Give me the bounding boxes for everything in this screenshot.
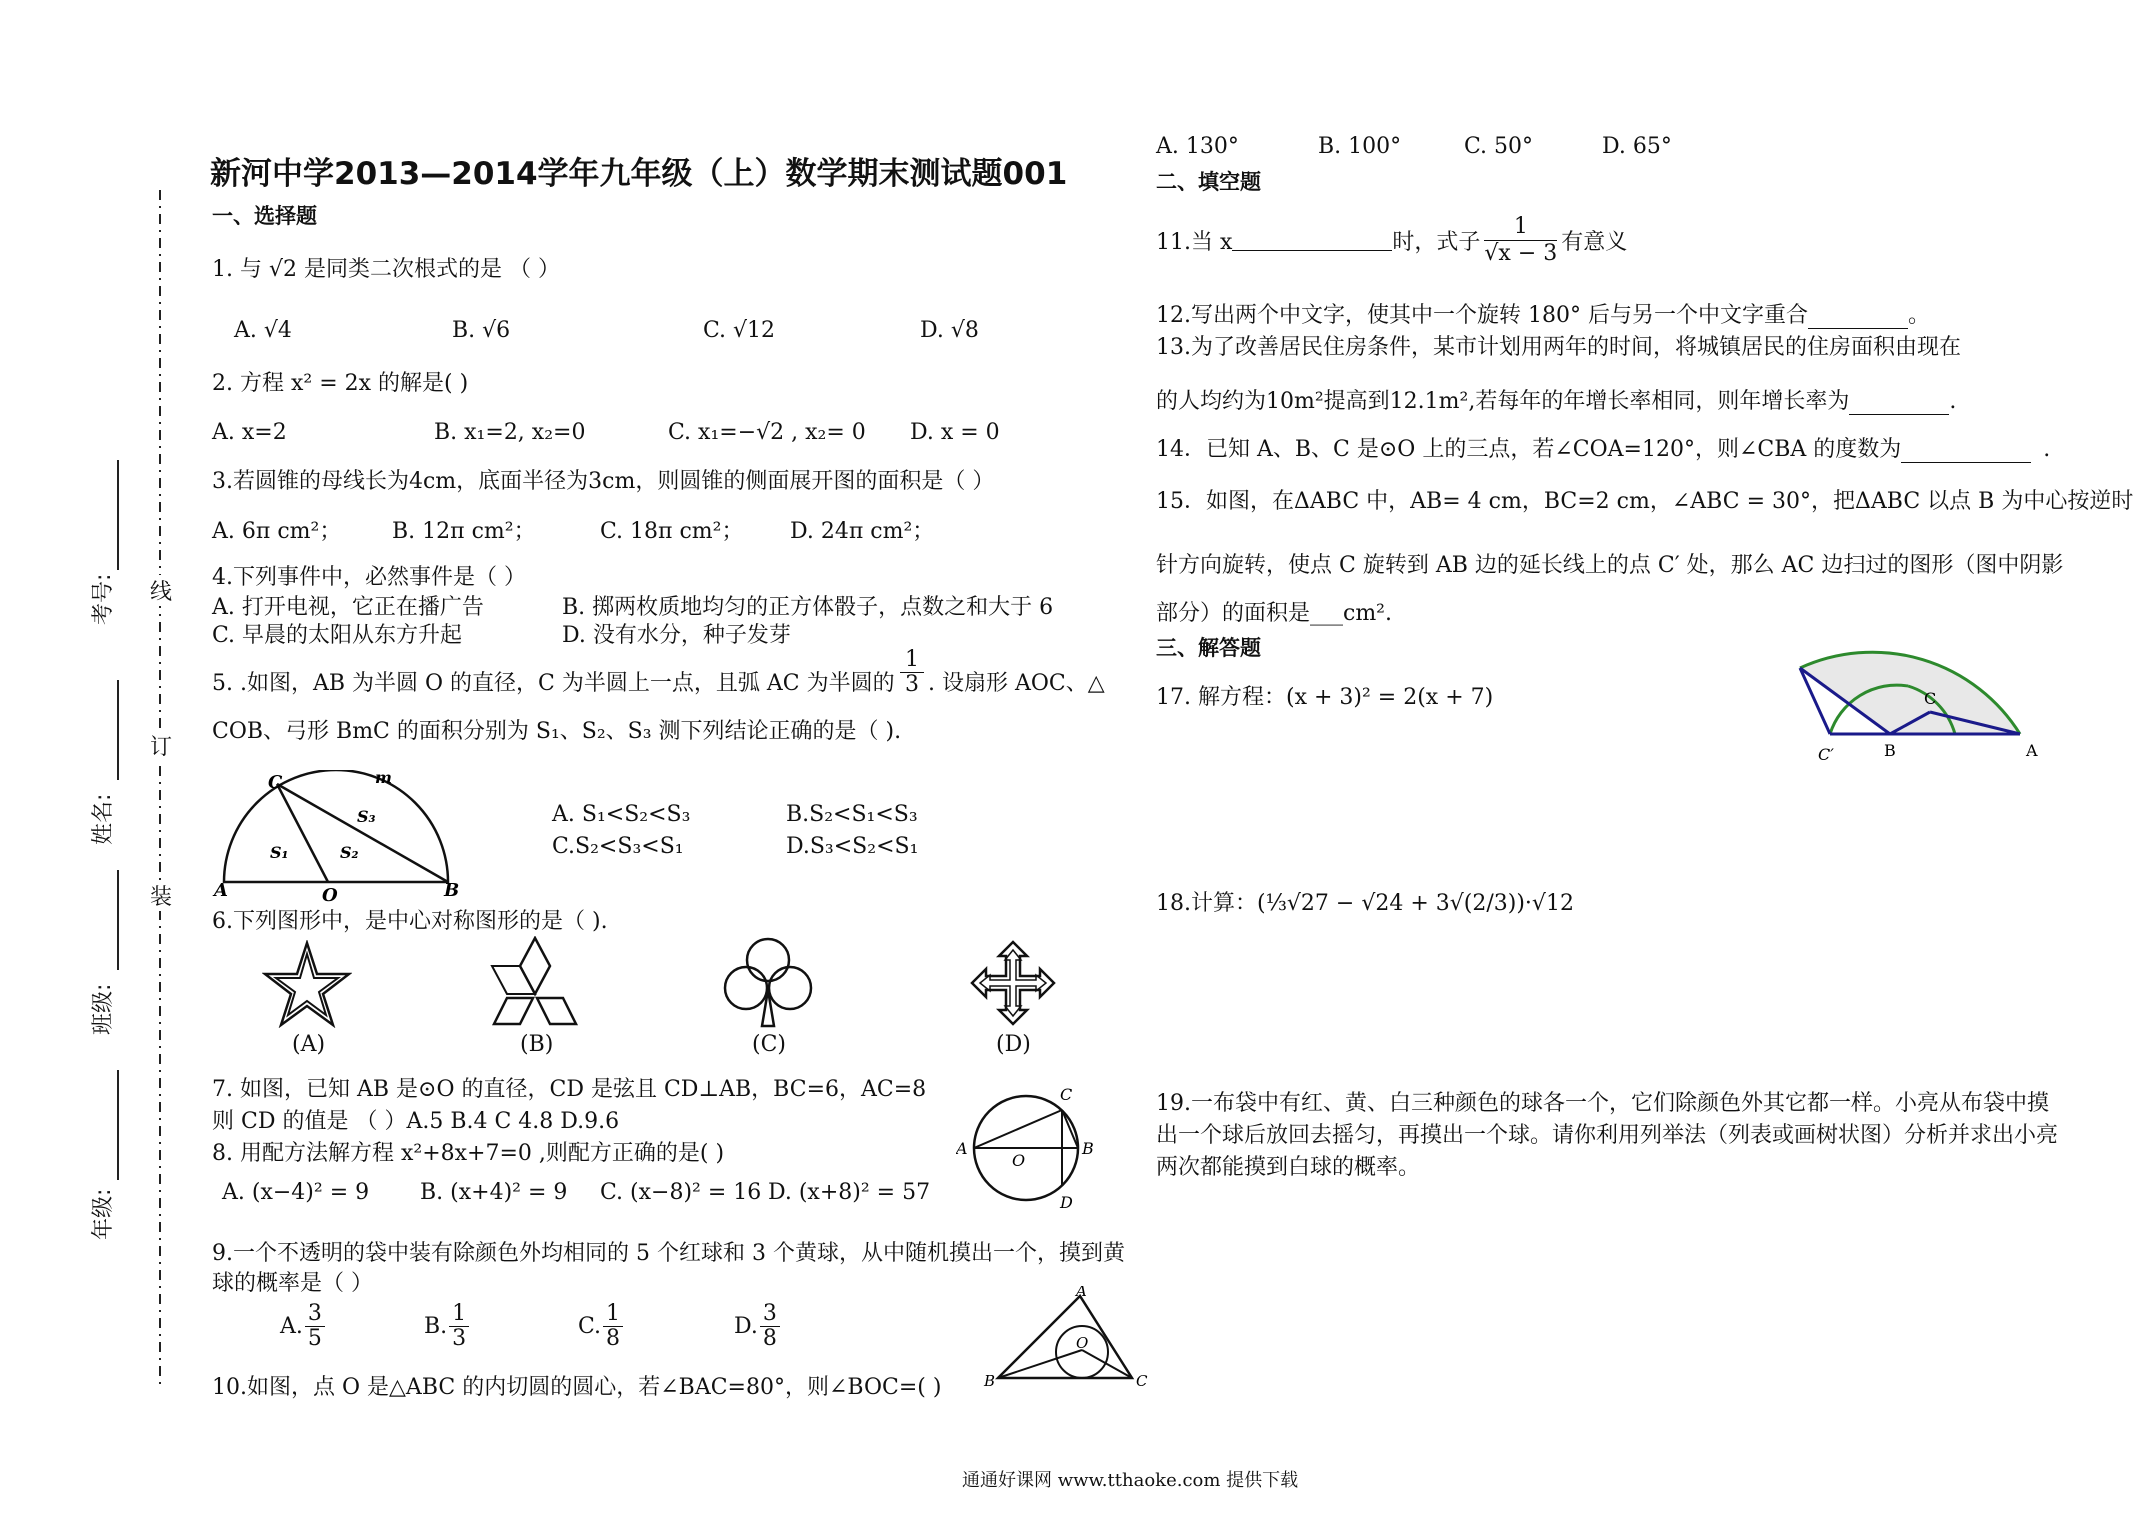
q14-answer-blank[interactable] (1901, 442, 2031, 463)
q4-opt-d: D. 没有水分，种子发芽 (562, 623, 791, 648)
q5-figure (212, 770, 472, 905)
q1-opt-a: A. √4 (234, 318, 292, 343)
q5-fig-s1: S₁ (270, 843, 289, 862)
q5-fig-o: O (322, 885, 338, 905)
q5-frac-den: 3 (905, 672, 919, 697)
q12-text: 12.写出两个中文字，使其中一个旋转 180° 后与另一个中文字重合 (1156, 303, 1808, 328)
q9-opt-b-num: 1 (449, 1302, 469, 1327)
q10-opt-c: C. 50° (1464, 134, 1534, 159)
q13-end: . (1949, 389, 1957, 414)
q2-stem: 2. 方程 x² = 2x 的解是( ) (212, 371, 469, 396)
q2-opt-a: A. x=2 (212, 420, 287, 445)
q9-opt-c-label: C. (578, 1314, 602, 1339)
q14-end: . (2043, 437, 2051, 462)
q13-answer-blank[interactable] (1849, 394, 1949, 415)
q10-stem: 10.如图，点 O 是△ABC 的内切圆的圆心，若∠BAC=80°，则∠BOC=( ) (212, 1375, 942, 1400)
q14-text: 14．已知 A、B、C 是⊙O 上的三点，若∠COA=120°，则∠CBA 的度数为 (1156, 437, 1902, 462)
q6-figure-d-arrows (970, 940, 1056, 1026)
q5-opt-d: D.S₃<S₂<S₁ (786, 834, 919, 859)
q2-opt-b: B. x₁=2, x₂=0 (434, 420, 586, 445)
q5-fig-c: C (268, 772, 283, 793)
q11-mid: 时，式子 (1392, 230, 1481, 255)
q9-opt-d-frac (760, 1302, 780, 1351)
q13-line2-row (1156, 384, 1956, 415)
q5-line1a: 5. .如图，AB 为半圆 O 的直径，C 为半圆上一点，且弧 AC 为半圆的 (212, 671, 895, 696)
q9-opt-a (280, 1302, 325, 1351)
q19-text: 19.一布袋中有红、黄、白三种颜色的球各一个，它们除颜色外其它都一样。小亮从布袋中摸出一个球后放回去摇匀，再摸出一个球。请你利用列举法（列表或画树状图）分析并求出小亮两次都能摸到白球的概率。 (1156, 1091, 2059, 1180)
q11-answer-blank[interactable] (1232, 230, 1392, 251)
q9-opt-a-den: 5 (307, 1326, 322, 1351)
q3-stem: 3.若圆锥的母线长为4cm，底面半径为3cm，则圆锥的侧面展开图的面积是（ ） (212, 469, 995, 494)
section-choice: 一、选择题 (212, 204, 317, 228)
q15-fig-b: B (1884, 741, 1896, 760)
q9-opt-c-num: 1 (603, 1302, 623, 1327)
q14-line (1156, 432, 2050, 463)
q3-opt-c: C. 18π cm²； (600, 519, 744, 544)
q1-stem: 1. 与 √2 是同类二次根式的是 （ ） (212, 257, 560, 282)
q6-label-c: (C) (752, 1032, 786, 1057)
q11-line (1156, 214, 1627, 267)
q5-fig-b: B (444, 880, 460, 901)
q6-figure-a-star (262, 940, 352, 1028)
q11-frac (1484, 214, 1557, 267)
q6-figure-b-mitsubishi (490, 936, 580, 1028)
q5-line2: COB、弓形 BmC 的面积分别为 S₁、S₂、S₃ 测下列结论正确的是（ ). (212, 719, 902, 744)
q9-line2: 球的概率是（ ） (212, 1271, 373, 1296)
q12-line (1156, 298, 1930, 329)
q7-line2: 则 CD 的值是 （ ）A.5 B.4 C 4.8 D.9.6 (212, 1109, 620, 1134)
q11-den: √x − 3 (1484, 241, 1558, 266)
q7-fig-c: C (1060, 1086, 1073, 1104)
q9-opt-a-num: 3 (305, 1302, 325, 1327)
q5-fig-s3: S₃ (357, 807, 376, 826)
q9-opt-c-den: 8 (606, 1326, 621, 1351)
q5-opt-b: B.S₂<S₁<S₃ (786, 802, 918, 827)
q11-post: 有意义 (1561, 230, 1628, 255)
q13-line1: 13.为了改善居民住房条件，某市计划用两年的时间，将城镇居民的住房面积由现在 (1156, 335, 1961, 360)
q9-opt-b-den: 3 (452, 1326, 467, 1351)
q6-label-d: (D) (996, 1032, 1031, 1057)
q13-line2: 的人均约为10m²提高到12.1m²,若每年的年增长率相同，则年增长率为 (1156, 389, 1850, 414)
q6-figure-c-club (722, 934, 814, 1030)
q11-num: 1 (1484, 214, 1557, 241)
q6-label-a: (A) (292, 1032, 326, 1057)
q5-fig-m: m (375, 770, 392, 787)
q11-pre: 11.当 x (1156, 230, 1233, 255)
q7-fig-o: O (1012, 1151, 1026, 1170)
q4-opt-c: C. 早晨的太阳从东方升起 (212, 623, 463, 648)
q8-stem: 8. 用配方法解方程 x²+8x+7=0 ,则配方正确的是( ) (212, 1141, 725, 1166)
q6-stem: 6.下列图形中，是中心对称图形的是（ ). (212, 909, 608, 934)
q8-opt-a: A. (x−4)² = 9 (222, 1180, 370, 1205)
q9-opt-c-frac (603, 1302, 623, 1351)
q4-stem: 4.下列事件中，必然事件是（ ） (212, 565, 526, 590)
q10-figure (980, 1286, 1160, 1398)
page-title: 新河中学2013—2014学年九年级（上）数学期末测试题001 (210, 156, 1068, 192)
q1-opt-c: C. √12 (703, 318, 776, 343)
q15-fig-c: C (1924, 689, 1937, 708)
q5-fig-a: A (214, 880, 228, 901)
q5-opt-a: A. S₁<S₂<S₃ (552, 802, 691, 827)
q5-fraction (900, 648, 924, 697)
q9-opt-d-num: 3 (760, 1302, 780, 1327)
label-nianji: 年级: (91, 1188, 116, 1240)
q1-opt-b: B. √6 (452, 318, 511, 343)
q3-opt-b: B. 12π cm²； (392, 519, 536, 544)
q15-figure (1790, 600, 2062, 770)
q9-opt-d (734, 1302, 780, 1351)
q8-opt-b: B. (x+4)² = 9 (420, 1180, 568, 1205)
q3-opt-d: D. 24π cm²； (790, 519, 935, 544)
label-kaohao: 考号: (91, 573, 116, 625)
q10-opt-b: B. 100° (1318, 134, 1402, 159)
q9-opt-d-label: D. (734, 1314, 758, 1339)
q10-opt-a: A. 130° (1156, 134, 1239, 159)
section-answer: 三、解答题 (1156, 636, 1261, 660)
section-fill-in: 二、填空题 (1156, 170, 1261, 194)
q9-opt-a-frac (305, 1302, 325, 1351)
q9-line1: 9.一个不透明的袋中装有除颜色外均相同的 5 个红球和 3 个黄球，从中随机摸出一个，摸到黄 (212, 1241, 1125, 1266)
q7-line1: 7. 如图，已知 AB 是⊙O 的直径，CD 是弦且 CD⊥AB，BC=6，AC=8 (212, 1077, 927, 1102)
q5-fig-s2: S₂ (340, 843, 359, 862)
q18-text: 18.计算：(⅓√27 − √24 + 3√(2/3))·√12 (1156, 891, 1574, 916)
q10-fig-c: C (1136, 1372, 1148, 1390)
q6-label-b: (B) (520, 1032, 554, 1057)
q10-fig-o: O (1076, 1334, 1089, 1352)
q9-opt-b (424, 1302, 469, 1351)
q2-opt-d: D. x = 0 (910, 420, 1000, 445)
q9-opt-a-label: A. (280, 1314, 303, 1339)
q9-opt-b-frac (449, 1302, 469, 1351)
q4-opt-a: A. 打开电视，它正在播广告 (212, 595, 484, 620)
q12-end: 。 (1907, 303, 1930, 328)
q1-opt-d: D. √8 (920, 318, 979, 343)
q10-fig-a: A (1076, 1286, 1087, 1300)
q2-opt-c: C. x₁=−√2 , x₂= 0 (668, 420, 866, 445)
label-banji: 班级: (91, 983, 116, 1035)
q9-opt-c (578, 1302, 623, 1351)
q12-answer-blank[interactable] (1808, 308, 1908, 329)
q5-line1b: . 设扇形 AOC、△ (928, 671, 1105, 696)
q17-text: 17. 解方程：(x + 3)² = 2(x + 7) (1156, 685, 1494, 710)
q8-opt-d: D. (x+8)² = 57 (768, 1180, 931, 1205)
q15-line3: 部分）的面积是___cm². (1156, 601, 1392, 626)
q7-fig-b: B (1082, 1139, 1094, 1158)
q10-fig-b: B (984, 1372, 996, 1390)
q9-opt-d-den: 8 (762, 1326, 777, 1351)
q7-figure (956, 1086, 1106, 1216)
q15-line1: 15．如图，在ΔABC 中，AB= 4 cm，BC=2 cm，∠ABC = 30°，把ΔABC 以点 B 为中心按逆时 (1156, 489, 2134, 514)
q4-opt-b: B. 掷两枚质地均匀的正方体骰子，点数之和大于 6 (562, 595, 1054, 620)
q15-line2: 针方向旋转，使点 C 旋转到 AB 边的延长线上的点 C′ 处，那么 AC 边扫过的图形（图中阴影 (1156, 553, 2064, 578)
q7-fig-d: D (1060, 1193, 1073, 1212)
binding-char-xian: 线 (150, 575, 172, 606)
binding-char-ding: 订 (150, 730, 172, 761)
q3-opt-a: A. 6π cm²； (212, 519, 342, 544)
q15-fig-a: A (2026, 741, 2038, 760)
label-xingming: 姓名: (91, 793, 116, 845)
q9-opt-b-label: B. (424, 1314, 448, 1339)
q5-frac-num: 1 (900, 648, 924, 673)
q15-fig-cprime: C′ (1818, 745, 1834, 764)
q10-opt-d: D. 65° (1602, 134, 1672, 159)
binding-char-zhuang: 装 (150, 880, 172, 911)
q7-fig-a: A (956, 1139, 968, 1158)
q8-opt-c: C. (x−8)² = 16 (600, 1180, 762, 1205)
q5-opt-c: C.S₂<S₃<S₁ (552, 834, 684, 859)
page-footer: 通通好课网 www.tthaoke.com 提供下载 (962, 1470, 1299, 1491)
